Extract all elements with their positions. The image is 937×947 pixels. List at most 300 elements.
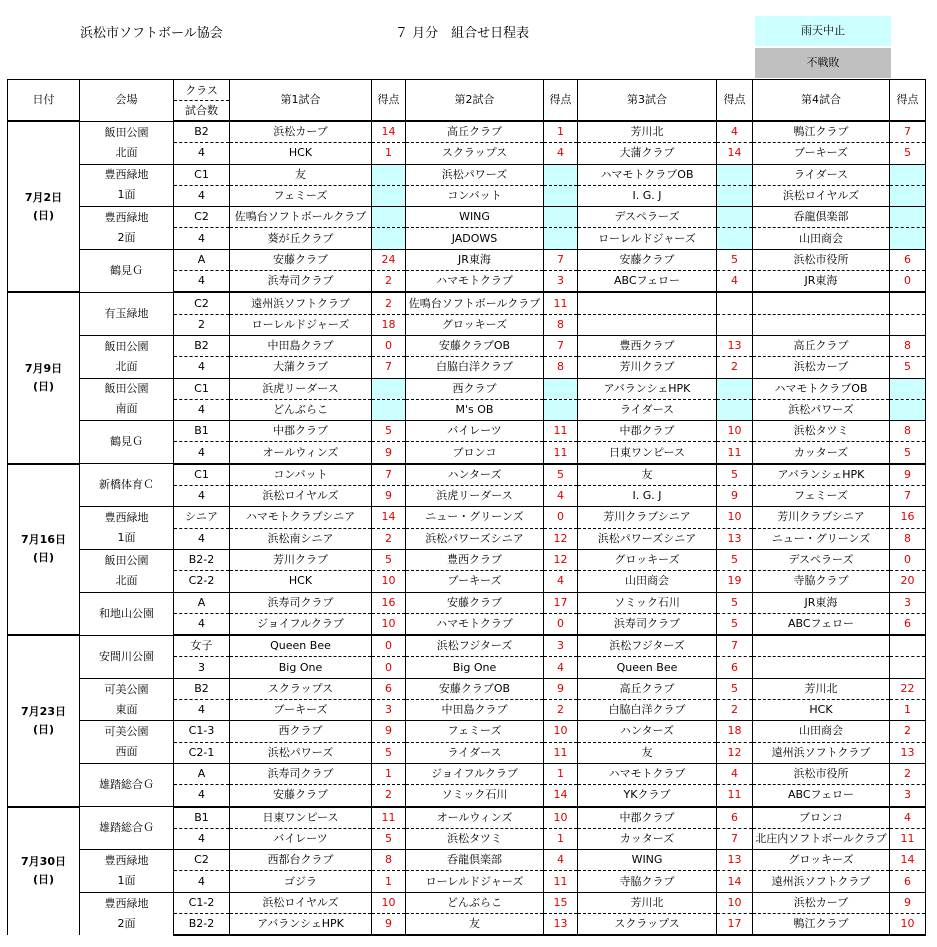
team-cell: 中田島クラブ [230, 335, 372, 356]
team-cell: ジョイフルクラブ [406, 763, 544, 784]
score-cell [544, 207, 578, 228]
team-cell: Big One [230, 657, 372, 678]
date-text: 7月2日 [24, 190, 63, 204]
score-cell: 5 [717, 464, 753, 486]
score-cell [890, 185, 926, 206]
score-cell [544, 164, 578, 185]
score-cell: 6 [890, 613, 926, 635]
team-cell: ABCフェロー [753, 785, 890, 807]
score-cell [372, 164, 406, 185]
venue-text: 1面 [117, 531, 136, 545]
team-cell: 安藤クラブ [230, 249, 372, 270]
team-cell: 浜松フジターズ [406, 635, 544, 657]
class-cell: B1 [174, 807, 230, 829]
score-cell: 9 [372, 442, 406, 464]
score-cell [544, 378, 578, 399]
class-cell: 3 [174, 657, 230, 678]
score-cell: 17 [717, 913, 753, 935]
date-cell [8, 464, 80, 635]
team-cell: 安藤クラブ [578, 249, 717, 270]
team-cell: 浜虎リーダース [406, 486, 544, 507]
score-cell: 10 [890, 913, 926, 935]
class-cell: 4 [174, 700, 230, 721]
venue-cell [80, 592, 174, 635]
team-cell: 白脇白洋クラブ [406, 357, 544, 378]
score-cell: 11 [544, 742, 578, 763]
date-text: 7月30日 [21, 855, 66, 869]
class-cell: C2-2 [174, 571, 230, 592]
score-cell: 3 [544, 635, 578, 657]
score-cell [717, 185, 753, 206]
team-cell: JADOWS [406, 228, 544, 249]
team-cell: ABCフェロー [578, 271, 717, 293]
weekday-text: (日) [32, 208, 55, 222]
score-cell: 11 [544, 442, 578, 464]
team-cell [578, 314, 717, 335]
team-cell: Big One [406, 657, 544, 678]
venue-text: 豊西緑地 [104, 168, 149, 182]
venue-cell [80, 892, 174, 935]
score-cell: 6 [717, 807, 753, 829]
class-cell: B2 [174, 335, 230, 356]
team-cell: 浜松ロイヤルズ [753, 185, 890, 206]
class-cell: 女子 [174, 635, 230, 657]
score-cell: 4 [544, 850, 578, 871]
team-cell: ブロンコ [753, 807, 890, 829]
team-cell: 浜松カーブ [230, 121, 372, 143]
venue-text: 北面 [115, 359, 138, 373]
score-cell: 5 [717, 592, 753, 613]
score-cell: 2 [717, 357, 753, 378]
team-cell: WING [578, 850, 717, 871]
weekday-text: (日) [32, 380, 55, 394]
score-cell: 13 [717, 528, 753, 549]
class-cell: シニア [174, 507, 230, 528]
schedule-title: ７ 月分 組合せ日程表 [395, 26, 530, 41]
score-cell: 3 [544, 271, 578, 293]
team-cell: 浜松市役所 [753, 249, 890, 270]
venue-cell [80, 421, 174, 464]
score-cell: 1 [372, 143, 406, 164]
score-cell: 1 [372, 871, 406, 892]
score-cell: 10 [717, 421, 753, 442]
score-cell: 10 [717, 507, 753, 528]
team-cell [753, 657, 890, 678]
score-cell: 2 [372, 528, 406, 549]
team-cell: 日東ワンピース [230, 807, 372, 829]
date-cell [8, 121, 80, 292]
team-cell: 西クラブ [230, 721, 372, 742]
team-cell: 豊西クラブ [406, 549, 544, 570]
score-cell [717, 164, 753, 185]
team-cell [753, 635, 890, 657]
team-cell: スクラップス [406, 143, 544, 164]
team-cell: Queen Bee [230, 635, 372, 657]
score-cell [717, 228, 753, 249]
team-cell: ハマモトクラブ [578, 763, 717, 784]
score-cell [372, 399, 406, 420]
score-cell: 2 [372, 292, 406, 314]
score-cell [890, 378, 926, 399]
team-cell: ソミック石川 [578, 592, 717, 613]
table-row [8, 121, 926, 143]
venue-cell [80, 121, 174, 164]
score-cell: 8 [890, 528, 926, 549]
venue-cell [80, 292, 174, 335]
team-cell: 鴨江クラブ [753, 913, 890, 935]
team-cell: ブーキーズ [406, 571, 544, 592]
team-cell: ゴジラ [230, 871, 372, 892]
score-cell: 4 [544, 486, 578, 507]
date-cell [8, 635, 80, 806]
team-cell: 中郡クラブ [578, 421, 717, 442]
team-cell: ローレルドジャーズ [578, 228, 717, 249]
venue-text: 有玉緑地 [104, 306, 149, 320]
table-row [8, 635, 926, 657]
venue-text: 北面 [115, 145, 138, 159]
class-cell: 4 [174, 871, 230, 892]
team-cell: 呑龍倶楽部 [753, 207, 890, 228]
team-cell: 山田商会 [578, 571, 717, 592]
score-cell [890, 399, 926, 420]
score-cell: 9 [372, 721, 406, 742]
score-cell [890, 292, 926, 314]
score-cell: 11 [372, 807, 406, 829]
score-cell: 9 [372, 913, 406, 935]
score-cell: 4 [544, 571, 578, 592]
score-cell: 2 [372, 785, 406, 807]
score-cell: 0 [544, 613, 578, 635]
team-cell: デスペラーズ [753, 549, 890, 570]
score-cell: 5 [372, 828, 406, 849]
schedule-table [7, 79, 926, 936]
header-score3: 得点 [717, 80, 753, 122]
score-cell: 2 [890, 721, 926, 742]
date-text: 7月9日 [24, 362, 63, 376]
score-cell: 7 [890, 121, 926, 143]
score-cell: 2 [717, 700, 753, 721]
team-cell: YKクラブ [578, 785, 717, 807]
team-cell: 芳川北 [578, 121, 717, 143]
score-cell: 8 [544, 314, 578, 335]
team-cell: JR東海 [753, 271, 890, 293]
venue-cell [80, 249, 174, 292]
table-row [8, 850, 926, 871]
venue-text: 可美公園 [104, 725, 149, 739]
association-title: 浜松市ソフトボール協会 [80, 26, 223, 41]
team-cell: 芳川クラブシニア [578, 507, 717, 528]
score-cell: 9 [372, 486, 406, 507]
team-cell: 豊西クラブ [578, 335, 717, 356]
team-cell: 浜松カーブ [753, 892, 890, 913]
team-cell: ローレルドジャーズ [406, 871, 544, 892]
team-cell [578, 292, 717, 314]
team-cell: 友 [230, 164, 372, 185]
team-cell: 安藤クラブOB [406, 678, 544, 699]
score-cell: 4 [717, 271, 753, 293]
venue-text: 1面 [117, 188, 136, 202]
score-cell: 11 [544, 421, 578, 442]
table-row [8, 249, 926, 270]
score-cell: 4 [717, 763, 753, 784]
team-cell: アバランシェHPK [578, 378, 717, 399]
team-cell: 芳川クラブ [578, 357, 717, 378]
team-cell: ブロンコ [406, 442, 544, 464]
team-cell: 遠州浜ソフトクラブ [753, 742, 890, 763]
score-cell: 1 [544, 121, 578, 143]
score-cell: 1 [544, 828, 578, 849]
team-cell: コンバット [230, 464, 372, 486]
score-cell: 7 [544, 335, 578, 356]
team-cell: HCK [230, 571, 372, 592]
score-cell: 7 [717, 828, 753, 849]
venue-text: 南面 [115, 402, 138, 416]
team-cell: 安藤クラブ [230, 785, 372, 807]
table-row [8, 807, 926, 829]
team-cell: 中田島クラブ [406, 700, 544, 721]
score-cell: 12 [544, 528, 578, 549]
venue-text: 2面 [117, 916, 136, 930]
team-cell: 浜松ロイヤルズ [230, 892, 372, 913]
score-cell: 9 [890, 892, 926, 913]
team-cell: WING [406, 207, 544, 228]
score-cell: 7 [372, 464, 406, 486]
class-cell: 4 [174, 785, 230, 807]
team-cell: 友 [578, 464, 717, 486]
score-cell: 5 [717, 249, 753, 270]
header-date: 日付 [8, 80, 80, 122]
score-cell: 3 [372, 700, 406, 721]
team-cell: ニュー・グリーンズ [753, 528, 890, 549]
score-cell [890, 207, 926, 228]
team-cell: 浜松パワーズシニア [406, 528, 544, 549]
venue-cell [80, 464, 174, 507]
team-cell: ライダース [753, 164, 890, 185]
venue-text: 飯田公園 [104, 125, 149, 139]
team-cell: カッターズ [578, 828, 717, 849]
team-cell: 浜松タツミ [753, 421, 890, 442]
team-cell: グロッキーズ [406, 314, 544, 335]
weekday-text: (日) [32, 873, 55, 887]
team-cell: フェミーズ [230, 185, 372, 206]
score-cell: 5 [890, 442, 926, 464]
header-game4: 第4試合 [753, 80, 890, 122]
legend-forfeit: 不戦敗 [755, 48, 891, 78]
venue-text: 豊西緑地 [104, 511, 149, 525]
venue-text: 飯田公園 [104, 339, 149, 353]
table-row [8, 549, 926, 570]
score-cell: 13 [717, 850, 753, 871]
header-score1: 得点 [372, 80, 406, 122]
team-cell: 葵が丘クラブ [230, 228, 372, 249]
team-cell: ソミック石川 [406, 785, 544, 807]
schedule-body [8, 121, 926, 935]
score-cell: 2 [372, 271, 406, 293]
team-cell: ハンターズ [578, 721, 717, 742]
score-cell: 0 [890, 549, 926, 570]
score-cell: 14 [372, 507, 406, 528]
class-cell: 4 [174, 357, 230, 378]
team-cell: 浜寿司クラブ [230, 271, 372, 293]
weekday-text: (日) [32, 551, 55, 565]
score-cell: 13 [544, 913, 578, 935]
score-cell: 22 [890, 678, 926, 699]
team-cell: ハンターズ [406, 464, 544, 486]
date-cell [8, 292, 80, 463]
score-cell: 11 [544, 292, 578, 314]
team-cell [753, 314, 890, 335]
score-cell: 12 [544, 549, 578, 570]
score-cell [372, 185, 406, 206]
score-cell: 11 [717, 442, 753, 464]
score-cell: 10 [717, 892, 753, 913]
score-cell: 9 [890, 464, 926, 486]
team-cell: 浜松パワーズシニア [578, 528, 717, 549]
team-cell: ハマモトクラブシニア [230, 507, 372, 528]
score-cell [717, 314, 753, 335]
class-cell: 4 [174, 143, 230, 164]
score-cell: 5 [372, 421, 406, 442]
team-cell: グロッキーズ [578, 549, 717, 570]
team-cell: フェミーズ [406, 721, 544, 742]
score-cell: 4 [544, 657, 578, 678]
score-cell [890, 228, 926, 249]
venue-text: 和地山公園 [99, 606, 154, 620]
score-cell [372, 207, 406, 228]
score-cell: 18 [372, 314, 406, 335]
venue-text: 鶴見Ｇ [110, 263, 143, 277]
header-score4: 得点 [890, 80, 926, 122]
venue-text: 飯田公園 [104, 382, 149, 396]
team-cell: 山田商会 [753, 721, 890, 742]
class-cell: C1 [174, 164, 230, 185]
score-cell [544, 185, 578, 206]
team-cell: ライダース [578, 399, 717, 420]
team-cell: 浜松パワーズ [230, 742, 372, 763]
venue-cell [80, 378, 174, 421]
team-cell: フェミーズ [753, 486, 890, 507]
score-cell: 1 [372, 763, 406, 784]
class-cell: 4 [174, 613, 230, 635]
venue-cell [80, 678, 174, 721]
team-cell: 西都台クラブ [230, 850, 372, 871]
team-cell: Queen Bee [578, 657, 717, 678]
header-score2: 得点 [544, 80, 578, 122]
team-cell: アバランシェHPK [230, 913, 372, 935]
score-cell [372, 378, 406, 399]
class-cell: 4 [174, 185, 230, 206]
class-cell: B2-2 [174, 549, 230, 570]
score-cell: 5 [372, 549, 406, 570]
class-cell: A [174, 249, 230, 270]
table-row [8, 892, 926, 913]
team-cell: HCK [230, 143, 372, 164]
team-cell: 中郡クラブ [578, 807, 717, 829]
team-cell: HCK [753, 700, 890, 721]
table-row [8, 721, 926, 742]
score-cell: 9 [544, 678, 578, 699]
team-cell: 高丘クラブ [406, 121, 544, 143]
venue-text: 豊西緑地 [104, 896, 149, 910]
team-cell: デスペラーズ [578, 207, 717, 228]
venue-text: 雄踏総合Ｇ [99, 777, 154, 791]
team-cell: 浜松ロイヤルズ [230, 486, 372, 507]
team-cell: ブーキーズ [753, 143, 890, 164]
table-row [8, 464, 926, 486]
team-cell: 浜寿司クラブ [230, 592, 372, 613]
score-cell [717, 399, 753, 420]
score-cell [890, 314, 926, 335]
header-row [8, 80, 926, 122]
team-cell: JR東海 [406, 249, 544, 270]
venue-text: 北面 [115, 573, 138, 587]
class-cell: 4 [174, 486, 230, 507]
header-class [174, 80, 230, 122]
team-cell: バイレーツ [406, 421, 544, 442]
weekday-text: (日) [32, 722, 55, 736]
score-cell: 5 [544, 464, 578, 486]
team-cell: ハマモトクラブ [406, 613, 544, 635]
team-cell: カッターズ [753, 442, 890, 464]
team-cell: 寺脇クラブ [753, 571, 890, 592]
score-cell: 4 [890, 807, 926, 829]
team-cell: 浜松パワーズ [753, 399, 890, 420]
score-cell: 11 [717, 785, 753, 807]
venue-text: 1面 [117, 873, 136, 887]
team-cell: ハマモトクラブOB [578, 164, 717, 185]
score-cell [544, 399, 578, 420]
team-cell: 浜松タツミ [406, 828, 544, 849]
team-cell: 浜虎リーダース [230, 378, 372, 399]
header-game2: 第2試合 [406, 80, 544, 122]
team-cell: 芳川クラブシニア [753, 507, 890, 528]
class-cell: C1 [174, 378, 230, 399]
team-cell: グロッキーズ [753, 850, 890, 871]
class-cell: 2 [174, 314, 230, 335]
team-cell: どんぶらこ [406, 892, 544, 913]
venue-text: 安間川公園 [99, 649, 154, 663]
venue-cell [80, 549, 174, 592]
score-cell: 7 [717, 635, 753, 657]
score-cell: 15 [544, 892, 578, 913]
team-cell: オールウィンズ [406, 807, 544, 829]
team-cell: 浜寿司クラブ [230, 763, 372, 784]
team-cell: 山田商会 [753, 228, 890, 249]
team-cell: 大蒲クラブ [578, 143, 717, 164]
table-row [8, 507, 926, 528]
score-cell: 5 [372, 742, 406, 763]
venue-text: 豊西緑地 [104, 853, 149, 867]
team-cell: 佐鳴台ソフトボールクラブ [406, 292, 544, 314]
score-cell: 14 [717, 143, 753, 164]
table-row [8, 292, 926, 314]
score-cell: 10 [372, 613, 406, 635]
team-cell: ハマモトクラブOB [753, 378, 890, 399]
score-cell: 14 [544, 785, 578, 807]
table-row [8, 421, 926, 442]
team-cell: 北庄内ソフトボールクラブ [753, 828, 890, 849]
team-cell: ライダース [406, 742, 544, 763]
class-cell: C2-1 [174, 742, 230, 763]
venue-text: 鶴見Ｇ [110, 435, 143, 449]
team-cell: 中郡クラブ [230, 421, 372, 442]
score-cell: 20 [890, 571, 926, 592]
score-cell: 5 [717, 549, 753, 570]
class-cell: 4 [174, 399, 230, 420]
table-row [8, 678, 926, 699]
class-cell: C1-2 [174, 892, 230, 913]
header-class-bottom: 試合数 [185, 103, 218, 117]
